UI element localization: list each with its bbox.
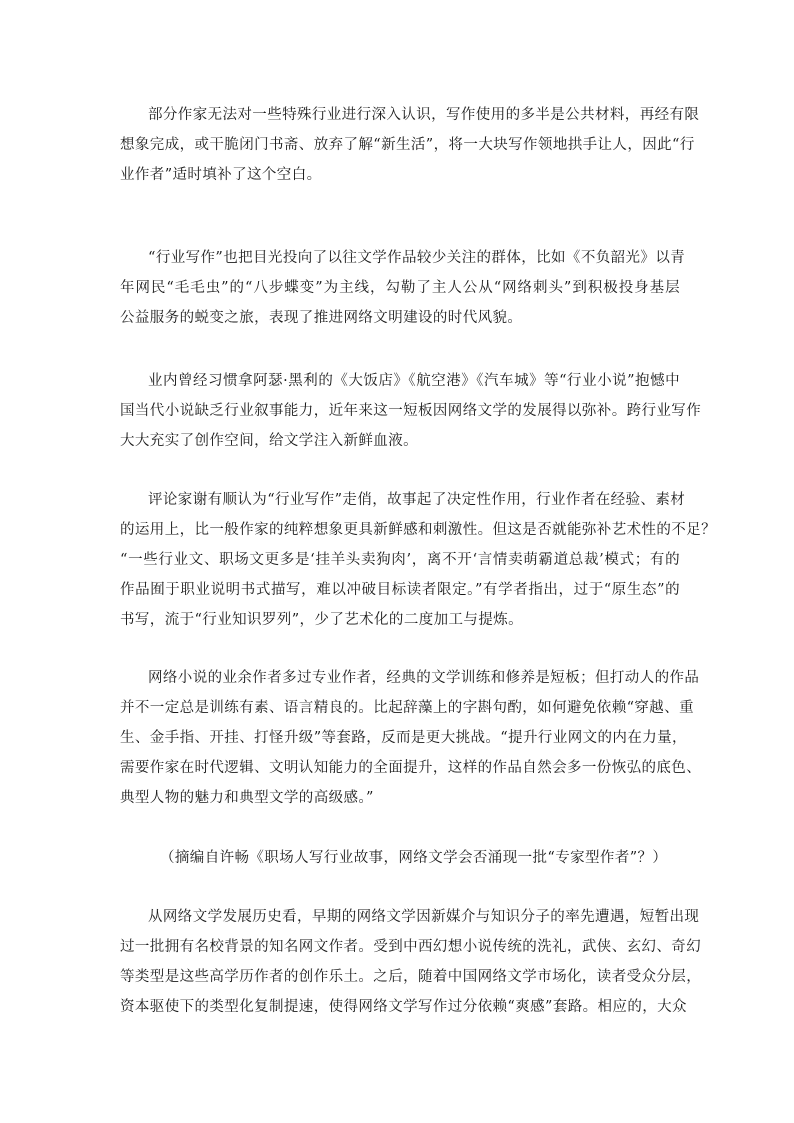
paragraph-line: 业内曾经习惯拿阿瑟·黑利的《大饭店》《航空港》《汽车城》等“行业小说”抱憾中	[148, 373, 680, 389]
paragraph-line: 需要作家在时代逻辑、文明认知能力的全面提升，这样的作品自然会多一份恢弘的底色、	[120, 760, 702, 776]
paragraph-line: 年网民“毛毛虫”的“八步蝶变”为主线，勾勒了主人公从“网络刺头”到积极投身基层	[120, 280, 680, 296]
paragraph-2	[120, 243, 686, 333]
paragraph-line: 书写，流于“行业知识罗列”，少了艺术化的二度加工与提炼。	[120, 612, 524, 628]
paragraph-line: 业作者”适时填补了这个空白。	[120, 167, 322, 183]
paragraph-line: 的运用上，比一般作家的纯粹想象更具新鲜感和刺激性。但这是否就能弥补艺术性的不足？	[120, 522, 716, 538]
paragraph-line: 国当代小说缺乏行业叙事能力，近年来这一短板因网络文学的发展得以弥补。跨行业写作	[120, 403, 702, 419]
paragraph-line: 典型人物的魅力和典型文学的高级感。”	[120, 790, 374, 806]
source-citation: （摘编自许畅《职场人写行业故事，网络文学会否涌现一批“专家型作者”？）	[160, 850, 668, 866]
paragraph-5	[120, 663, 702, 813]
paragraph-4	[120, 485, 716, 635]
paragraph-line: 部分作家无法对一些特殊行业进行深入认识，写作使用的多半是公共材料，再经有限	[148, 107, 700, 123]
paragraph-line: 想象完成，或干脆闭门书斋、放弃了解“新生活”，将一大块写作领地拱手让人，因此“行	[120, 137, 695, 153]
paragraph-line: 评论家谢有顺认为“行业写作”走俏，故事起了决定性作用，行业作者在经验、素材	[148, 492, 686, 508]
paragraph-line: 大大充实了创作空间，给文学注入新鲜血液。	[120, 433, 418, 449]
paragraph-line: 过一批拥有名校背景的知名网文作者。受到中西幻想小说传统的洗礼，武侠、玄幻、奇幻	[120, 939, 702, 955]
paragraph-line: 等类型是这些高学历作者的创作乐土。之后，随着中国网络文学市场化，读者受众分层，	[120, 969, 702, 985]
paragraph-line: 并不一定总是训练有素、语言精良的。比起辞藻上的字斟句酌，如何避免依赖“穿越、重	[120, 700, 695, 716]
paragraph-6	[120, 902, 702, 1022]
paragraph-3	[120, 366, 702, 456]
paragraph-line: 生、金手指、开挂、打怪升级”等套路，反而是更大挑战。“提升行业网文的内在力量，	[120, 730, 687, 746]
paragraph-1	[120, 100, 700, 190]
paragraph-line: 从网络文学发展历史看，早期的网络文学因新媒介与知识分子的率先遭遇，短暂出现	[148, 909, 700, 925]
paragraph-line: “行业写作”也把目光投向了以往文学作品较少关注的群体，比如《不负韶光》以青	[148, 250, 686, 266]
paragraph-line: “一些行业文、职场文更多是‘挂羊头卖狗肉’，离不开‘言情卖萌霸道总裁’模式；有的	[120, 552, 680, 568]
paragraph-line: 公益服务的蜕变之旅，表现了推进网络文明建设的时代风貌。	[120, 310, 523, 326]
paragraph-line: 资本驱使下的类型化复制提速，使得网络文学写作过分依赖“爽感”套路。相应的，大众	[120, 999, 687, 1015]
paragraph-line: 网络小说的业余作者多过专业作者，经典的文学训练和修养是短板；但打动人的作品	[148, 670, 700, 686]
paragraph-line: 作品囿于职业说明书式描写，难以冲破目标读者限定。”有学者指出，过于“原生态”的	[120, 582, 680, 598]
